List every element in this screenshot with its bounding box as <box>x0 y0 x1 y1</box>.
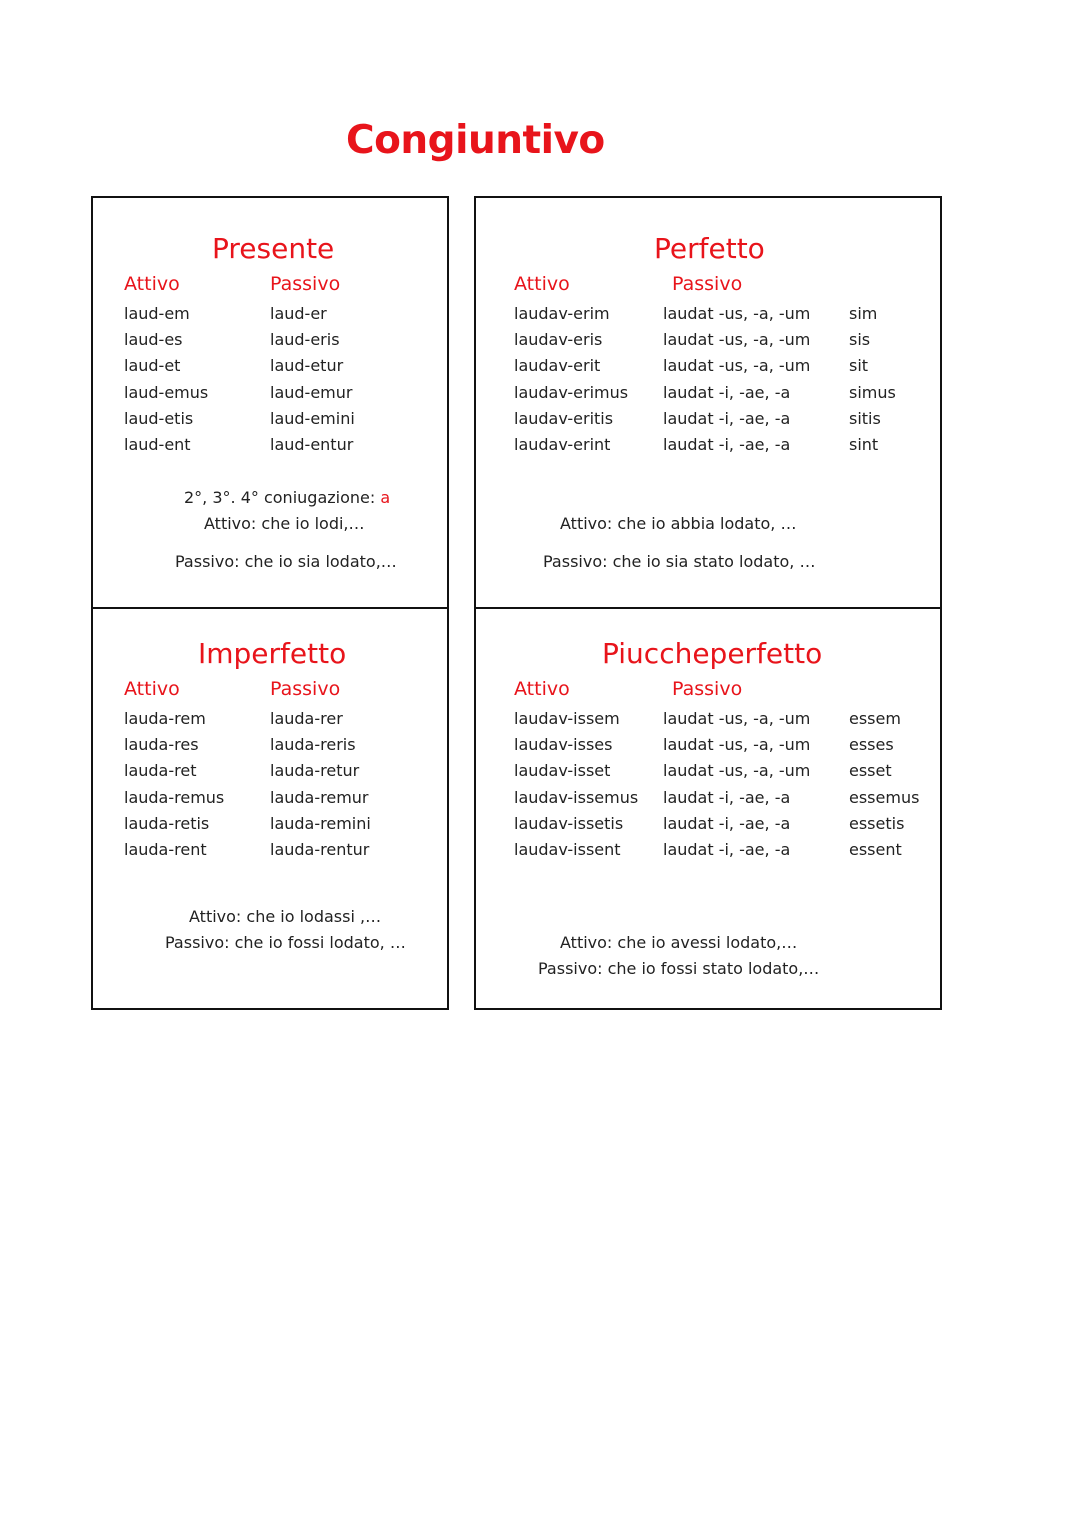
presente-note-coniugazione-text: 2°, 3°. 4° coniugazione: <box>184 488 381 507</box>
perfetto-passivo-4: laudat -i, -ae, -a <box>663 383 791 402</box>
piuccheperfetto-aux-5: essetis <box>849 814 905 833</box>
page-title: Congiuntivo <box>346 118 605 163</box>
imperfetto-passivo-6: lauda-rentur <box>270 840 370 859</box>
piuccheperfetto-passivo-3: laudat -us, -a, -um <box>663 761 811 780</box>
presente-attivo-6: laud-ent <box>124 435 191 454</box>
perfetto-passivo-5: laudat -i, -ae, -a <box>663 409 791 428</box>
presente-passivo-header: Passivo <box>270 273 341 295</box>
imperfetto-attivo-3: lauda-ret <box>124 761 197 780</box>
presente-attivo-4: laud-emus <box>124 383 209 402</box>
imperfetto-passivo-header: Passivo <box>270 678 341 700</box>
perfetto-attivo-2: laudav-eris <box>514 330 603 349</box>
perfetto-note-attivo: Attivo: che io abbia lodato, … <box>560 514 797 533</box>
perfetto-attivo-header: Attivo <box>514 273 570 295</box>
perfetto-passivo-3: laudat -us, -a, -um <box>663 356 811 375</box>
imperfetto-passivo-2: lauda-reris <box>270 735 356 754</box>
perfetto-attivo-1: laudav-erim <box>514 304 610 323</box>
piuccheperfetto-aux-2: esses <box>849 735 894 754</box>
presente-attivo-1: laud-em <box>124 304 190 323</box>
piuccheperfetto-passivo-5: laudat -i, -ae, -a <box>663 814 791 833</box>
presente-note-passivo: Passivo: che io sia lodato,… <box>175 552 397 571</box>
piuccheperfetto-passivo-2: laudat -us, -a, -um <box>663 735 811 754</box>
piuccheperfetto-attivo-3: laudav-isset <box>514 761 611 780</box>
imperfetto-note-attivo: Attivo: che io lodassi ,… <box>189 907 382 926</box>
presente-passivo-1: laud-er <box>270 304 327 323</box>
presente-attivo-2: laud-es <box>124 330 183 349</box>
presente-attivo-3: laud-et <box>124 356 181 375</box>
presente-title: Presente <box>212 232 335 265</box>
piuccheperfetto-passivo-6: laudat -i, -ae, -a <box>663 840 791 859</box>
perfetto-passivo-2: laudat -us, -a, -um <box>663 330 811 349</box>
imperfetto-passivo-5: lauda-remini <box>270 814 371 833</box>
imperfetto-passivo-1: lauda-rer <box>270 709 343 728</box>
imperfetto-note-passivo: Passivo: che io fossi lodato, … <box>165 933 406 952</box>
piuccheperfetto-passivo-4: laudat -i, -ae, -a <box>663 788 791 807</box>
piuccheperfetto-attivo-6: laudav-issent <box>514 840 621 859</box>
piuccheperfetto-aux-4: essemus <box>849 788 920 807</box>
piuccheperfetto-attivo-4: laudav-issemus <box>514 788 639 807</box>
presente-note-coniugazione <box>184 488 390 507</box>
perfetto-attivo-4: laudav-erimus <box>514 383 629 402</box>
perfetto-aux-2: sis <box>849 330 871 349</box>
piuccheperfetto-note-passivo: Passivo: che io fossi stato lodato,… <box>538 959 820 978</box>
presente-passivo-2: laud-eris <box>270 330 340 349</box>
piuccheperfetto-aux-6: essent <box>849 840 902 859</box>
imperfetto-attivo-6: lauda-rent <box>124 840 207 859</box>
imperfetto-attivo-1: lauda-rem <box>124 709 206 728</box>
presente-note-coniugazione-letter: a <box>380 488 391 507</box>
perfetto-passivo-1: laudat -us, -a, -um <box>663 304 811 323</box>
imperfetto-passivo-4: lauda-remur <box>270 788 369 807</box>
piuccheperfetto-aux-1: essem <box>849 709 901 728</box>
piuccheperfetto-aux-3: esset <box>849 761 892 780</box>
presente-note-attivo: Attivo: che io lodi,… <box>204 514 365 533</box>
imperfetto-attivo-header: Attivo <box>124 678 180 700</box>
imperfetto-title: Imperfetto <box>198 637 347 670</box>
perfetto-aux-1: sim <box>849 304 878 323</box>
perfetto-attivo-5: laudav-eritis <box>514 409 614 428</box>
piuccheperfetto-note-attivo: Attivo: che io avessi lodato,… <box>560 933 798 952</box>
perfetto-passivo-6: laudat -i, -ae, -a <box>663 435 791 454</box>
perfetto-aux-4: simus <box>849 383 896 402</box>
perfetto-aux-6: sint <box>849 435 879 454</box>
perfetto-attivo-3: laudav-erit <box>514 356 601 375</box>
perfetto-passivo-header: Passivo <box>672 273 743 295</box>
imperfetto-attivo-5: lauda-retis <box>124 814 210 833</box>
presente-passivo-6: laud-entur <box>270 435 354 454</box>
perfetto-aux-3: sit <box>849 356 869 375</box>
perfetto-note-passivo: Passivo: che io sia stato lodato, … <box>543 552 816 571</box>
imperfetto-attivo-4: lauda-remus <box>124 788 225 807</box>
imperfetto-attivo-2: lauda-res <box>124 735 199 754</box>
presente-passivo-5: laud-emini <box>270 409 355 428</box>
piuccheperfetto-attivo-5: laudav-issetis <box>514 814 624 833</box>
piuccheperfetto-passivo-header: Passivo <box>672 678 743 700</box>
piuccheperfetto-title: Piuccheperfetto <box>602 637 823 670</box>
presente-attivo-header: Attivo <box>124 273 180 295</box>
perfetto-aux-5: sitis <box>849 409 881 428</box>
presente-passivo-3: laud-etur <box>270 356 344 375</box>
piuccheperfetto-attivo-1: laudav-issem <box>514 709 620 728</box>
imperfetto-passivo-3: lauda-retur <box>270 761 360 780</box>
presente-passivo-4: laud-emur <box>270 383 353 402</box>
piuccheperfetto-passivo-1: laudat -us, -a, -um <box>663 709 811 728</box>
piuccheperfetto-attivo-2: laudav-isses <box>514 735 613 754</box>
presente-attivo-5: laud-etis <box>124 409 194 428</box>
perfetto-title: Perfetto <box>654 232 765 265</box>
piuccheperfetto-attivo-header: Attivo <box>514 678 570 700</box>
perfetto-attivo-6: laudav-erint <box>514 435 611 454</box>
